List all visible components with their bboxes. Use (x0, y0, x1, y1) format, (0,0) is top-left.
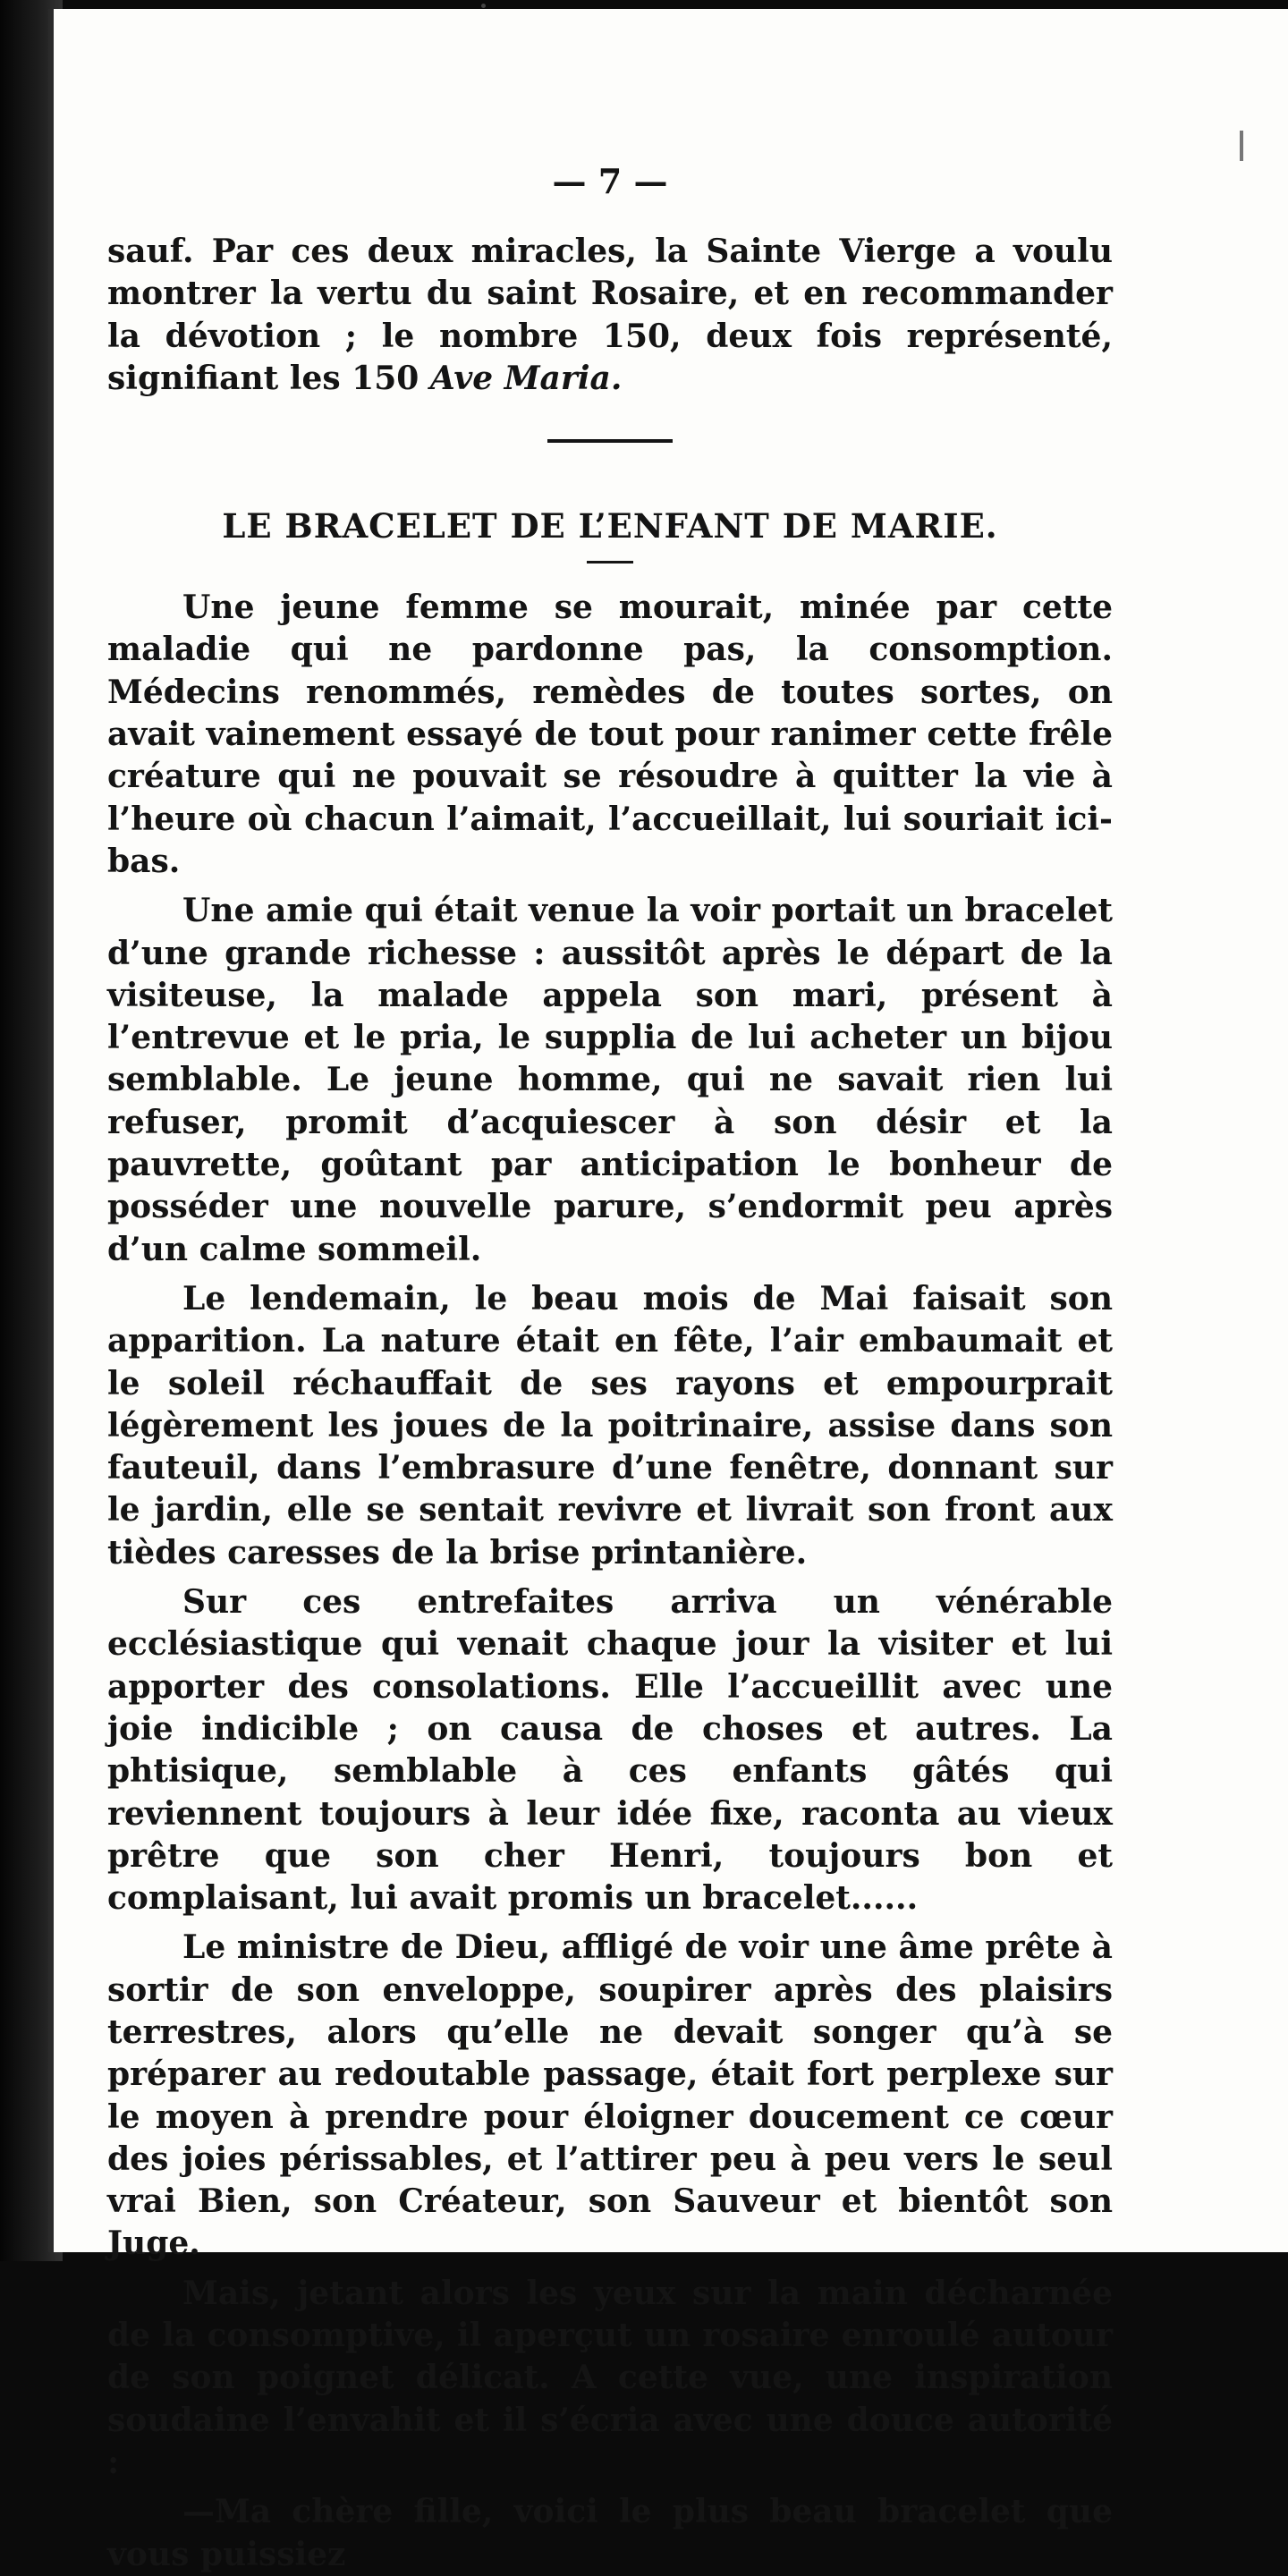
paragraph-1: Une jeune femme se mourait, minée par cette maladie qui ne pardonne pas, la consomption. Médecins renommés, remèdes de toutes sortes, on avait vainement essayé de tout pour ranimer cette frêle créature qui ne pouvait se résoudre à quitter la vie à l’heure où chacun l’aimait, l’accueillait, lui souriait ici-bas. (107, 589, 1113, 880)
chapter-title: LE BRACELET DE L’ENFANT DE MARIE. (222, 506, 998, 547)
page-text (107, 161, 1113, 2576)
paragraph-3: Le lendemain, le beau mois de Mai faisait son apparition. La nature était en fête, l’air embaumait et le soleil réchauffait de ses rayons et empourprait légèrement les joues de la poitrinaire, assise dans son fauteuil, dans l’embrasure d’une fenêtre, donnant sur le jardin, elle se sentait revivre et livrait son front aux tièdes caresses de la brise printanière. (107, 1279, 1113, 1572)
paragraph-continuation (107, 231, 1113, 400)
paragraph-5: Le ministre de Dieu, affligé de voir une âme prête à sortir de son enveloppe, soupirer après des plaisirs terrestres, alors qu’elle ne devait songer qu’à se préparer au redoutable passage, était fort perplexe sur le moyen à prendre pour éloigner doucement ce cœur des joies périssables, et l’attirer peu à peu vers le seul vrai Bien, son Créateur, son Sauveur et bientôt son Juge. (107, 1928, 1113, 2263)
paragraph-4: Sur ces entrefaites arriva un vénérable ecclésiastique qui venait chaque jour la visiter et lui apporter des consolations. Elle l’accueillit avec une joie indicible ; on causa de choses et autres. La phtisique, semblable à ces enfants gâtés qui reviennent toujours à leur idée fixe, raconta au vieux prêtre que son cher Henri, toujours bon et complaisant, lui avait promis un bracelet...... (107, 1583, 1113, 1918)
paragraph-continuation-text: sauf. Par ces deux miracles, la Sainte Vierge a voulu montrer la vertu du saint Rosaire, et en recommander la dévotion ; le nombre 150, deux fois représenté, signifiant les 150 (107, 233, 1113, 397)
paragraph-7: —Ma chère fille, voici le plus beau bracelet que vous puissiez (107, 2493, 1113, 2573)
paragraph-2: Une amie qui était venue la voir portait un bracelet d’une grande richesse : aussitôt après le départ de la visiteuse, la malade appela son mari, présent à l’entrevue et le pria, le supplia de lui acheter un bijou semblable. Le jeune homme, qui ne savait rien lui refuser, promit d’acquiescer à son désir et la pauvrette, goûtant par anticipation le bonheur de posséder une nouvelle parure, s’endormit peu après d’un calme sommeil. (107, 892, 1113, 1268)
ave-maria-italic: Ave Maria. (429, 359, 623, 397)
title-divider (587, 561, 633, 564)
paragraph-6: Mais, jetant alors les yeux sur la main décharnée de la consomptive, il aperçut un rosaire enroulé autour de son poignet délicat. A cette vue, une inspiration soudaine l’envahit et il s’écria avec une douce autorité : (107, 2274, 1113, 2481)
section-divider (547, 439, 673, 443)
scan-edge-mark (1240, 131, 1243, 161)
scan-speck (481, 4, 486, 8)
page-number: — 7 — (552, 161, 668, 201)
